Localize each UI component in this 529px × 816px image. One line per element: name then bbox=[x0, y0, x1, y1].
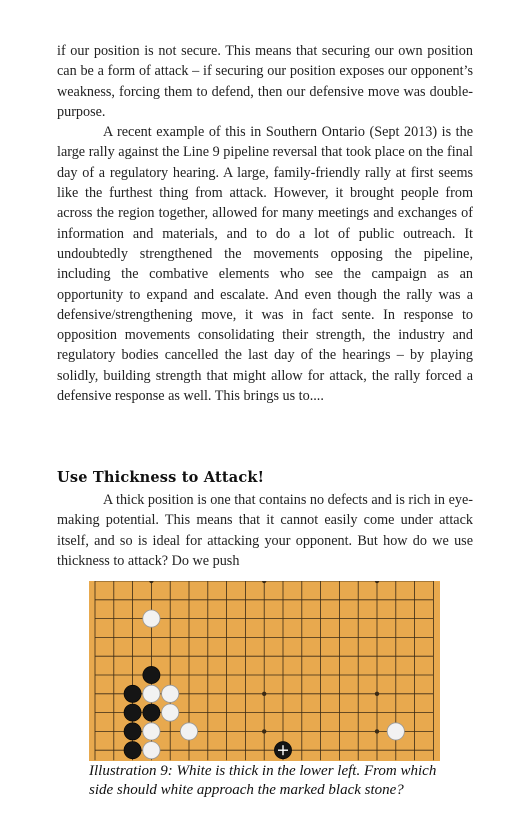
white-stone bbox=[162, 685, 179, 702]
go-board bbox=[89, 581, 440, 761]
white-stone bbox=[387, 723, 404, 740]
white-stone bbox=[180, 723, 197, 740]
black-stone bbox=[124, 723, 141, 740]
white-stone bbox=[143, 742, 160, 759]
star-point bbox=[262, 692, 266, 696]
star-point bbox=[262, 729, 266, 733]
black-stone bbox=[124, 742, 141, 759]
white-stone bbox=[143, 610, 160, 627]
body-text-top bbox=[57, 41, 473, 406]
white-stone bbox=[143, 685, 160, 702]
figure-caption: Illustration 9: White is thick in the lower left. From which side should white approach the marked black stone? bbox=[89, 763, 437, 798]
paragraph-1: if our position is not secure. This means that securing our own position can be a form of attack – if securing our position exposes our opponent’s weakness, forcing them to defend, then our defensive move was double-purpose. bbox=[57, 43, 473, 120]
paragraph-2: A recent example of this in Southern Ontario (Sept 2013) is the large rally against the Line 9 pipeline reversal that took place on the final day of a regulatory hearing. A large, family-friendly rally at first seems like the furthest thing from attack. However, it brought people from across the region together, allowed for many meetings and exchanges of information and materials, and to do a lot of public outreach. It undoubtedly strengthened the movements opposing the pipeline, including the combative elements who see the campaign as an opportunity to expand and escalate. And even though the rally was a defensive/strengthening move, it was in fact sente. In response to opposition movements consolidating their strength, the industry and regulatory bodies cancelled the last day of the hearings – by playing solidly, building strength that might allow for attack, the rally forced a defensive response as well. This brings us to.... bbox=[57, 124, 473, 405]
black-stone bbox=[124, 704, 141, 721]
white-stone bbox=[162, 704, 179, 721]
white-stone bbox=[143, 723, 160, 740]
star-point bbox=[375, 692, 379, 696]
black-stone bbox=[143, 666, 160, 683]
black-stone bbox=[124, 685, 141, 702]
star-point bbox=[375, 729, 379, 733]
paragraph-3: A thick position is one that contains no defects and is rich in eye-making potential. This means that it cannot easily come under attack itself, and so is ideal for attacking your opponent. But how do we use thickness to attack? Do we push bbox=[57, 492, 473, 569]
body-text-bottom bbox=[57, 490, 473, 571]
section-heading: Use Thickness to Attack! bbox=[57, 469, 265, 486]
black-stone bbox=[143, 704, 160, 721]
go-board-figure bbox=[89, 581, 440, 761]
